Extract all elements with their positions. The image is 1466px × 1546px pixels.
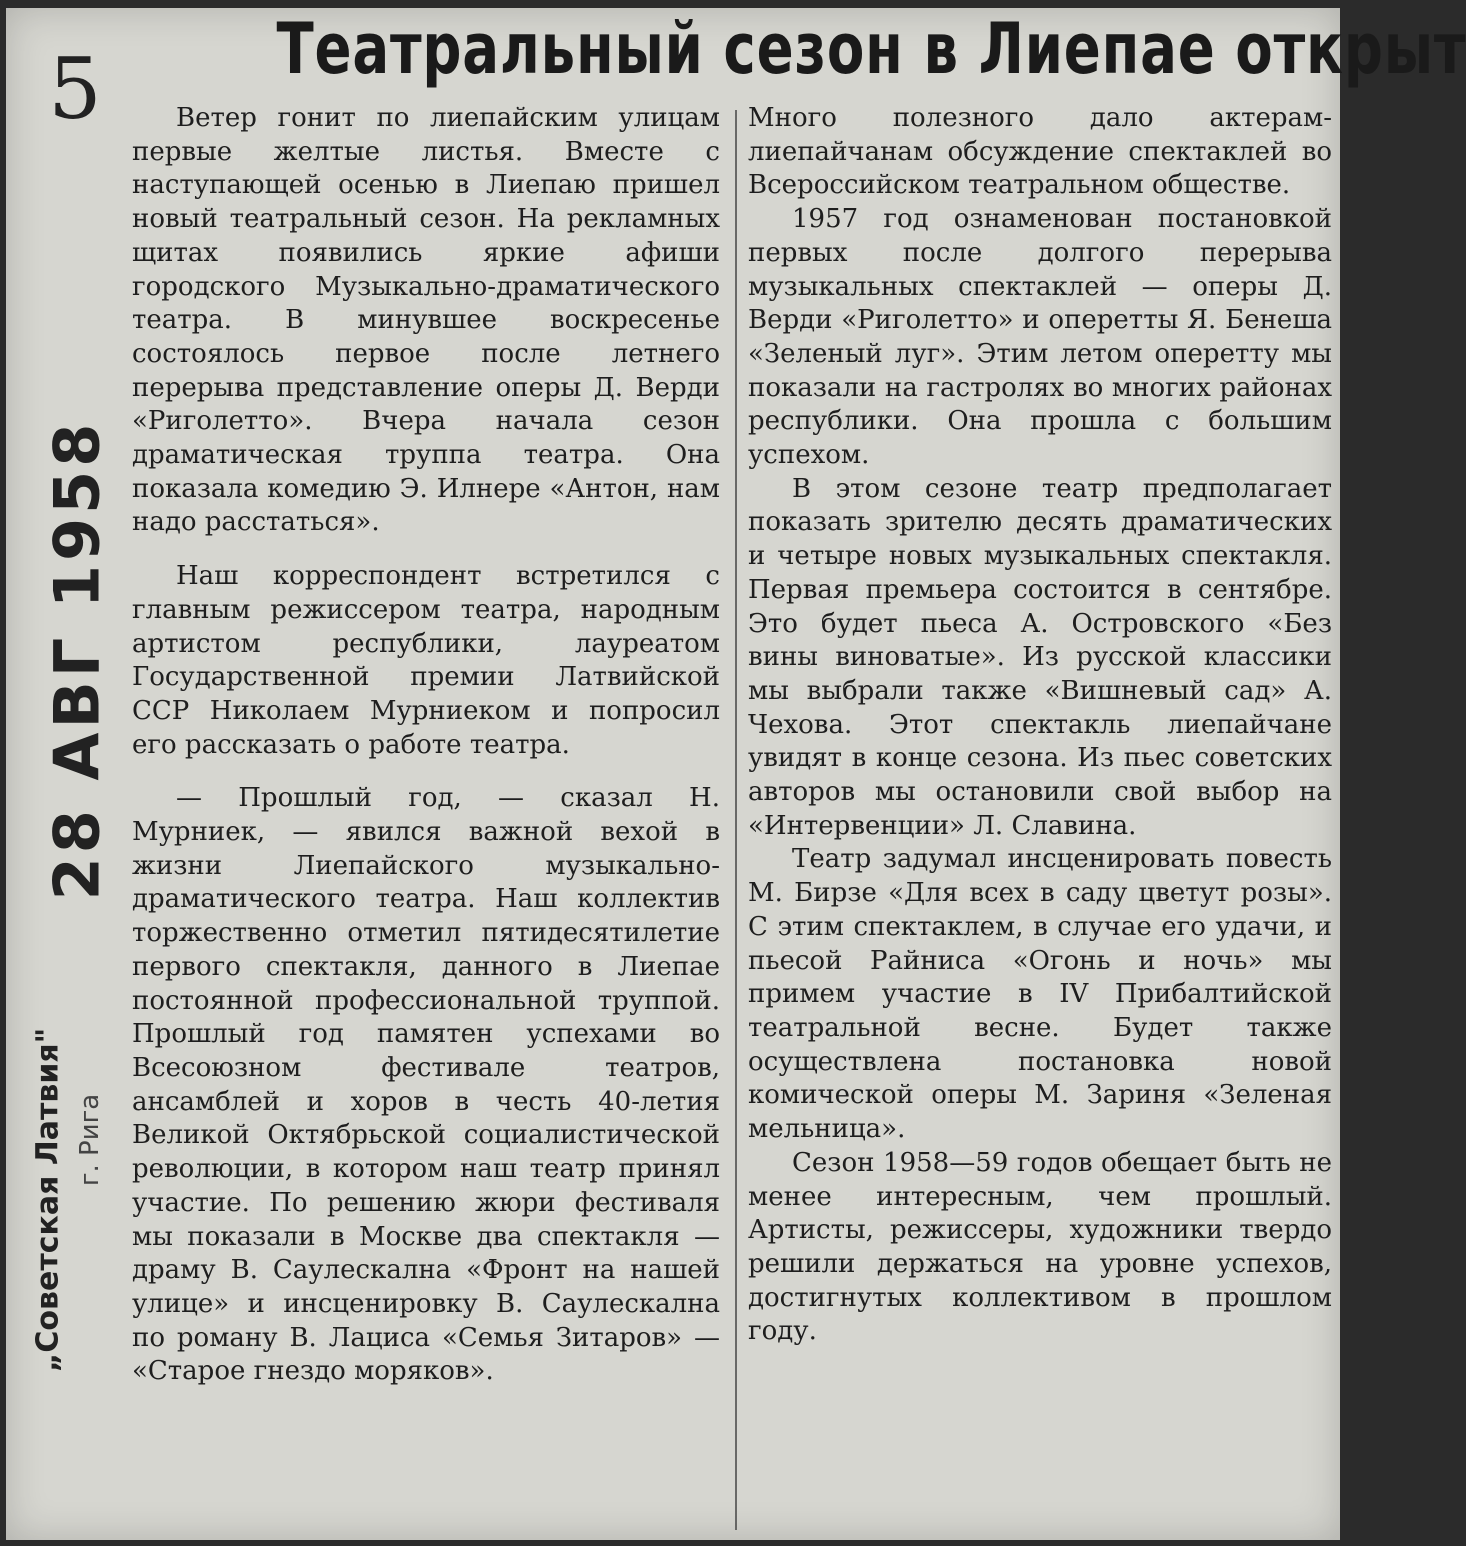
paragraph: — Прошлый год, — сказал Н. Мурниек, — явился важной вехой в жизни Лиепайского музыкально-драматического театра. Наш коллектив торжественно отметил пятидесятилетие первого спектакля, данного в Лиепае постоянной профессиональной труппой. Прошлый год памятен успехами во Всесоюзном фестивале театров, ансамблей и хоров в честь 40-летия Великой Октябрьской социалистической революции, в котором наш театр принял участие. По решению жюри фестиваля мы показали в Москве два спектакля — драму В. Саулескална «Фронт на нашей улице» и инсценировку В. Саулескална по роману В. Лациса «Семья Зитаров» — «Старое гнездо моряков». [132, 783, 720, 1387]
article-column-left [132, 102, 720, 1389]
paragraph: Много полезного дало актерам-лиепайчанам обсуждение спектаклей во Всероссийском театральном обществе. [748, 103, 1332, 201]
paragraph: 1957 год ознаменован постановкой первых после долгого перерыва музыкальных спектаклей — оперы Д. Верди «Риголетто» и оперетты Я. Бенеша «Зеленый луг». Этим летом оперетту мы показали на гастролях во многих районах республики. Она прошла с большим успехом. [748, 204, 1332, 471]
article-column-right [748, 102, 1332, 1349]
article-headline: Театральный сезон в Лиепае открыт [276, 8, 1466, 90]
paragraph: В этом сезоне театр предполагает показать зрителю десять драматических и четыре новых музыкальных спектакля. Первая премьера состоится в сентябре. Это будет пьеса А. Островского «Без вины виноватые». Из русской классики мы выбрали также «Вишневый сад» А. Чехова. Этот спектакль лиепайчане увидят в конце сезона. Из пьес советских авторов мы остановили свой выбор на «Интервенции» Л. Славина. [748, 473, 1332, 841]
city-stamp-text: г. Рига [75, 1093, 105, 1187]
paragraph: Театр задумал инсценировать повесть М. Бирзе «Для всех в саду цветут розы». С этим спектаклем, в случае его удачи, и пьесой Райниса «Огонь и ночь» мы примем участие в IV Прибалтийской театральной весне. Будет также осуществлена постановка новой комической оперы М. Зариня «Зеленая мельница». [748, 844, 1332, 1145]
date-stamp-text: 28 АВГ 1958 [40, 419, 114, 901]
column-divider [735, 110, 737, 1530]
handwritten-page-number: 5 [48, 40, 102, 138]
source-stamp-text: „Советская Латвия" [30, 1027, 66, 1373]
paragraph: Наш корреспондент встретился с главным режиссером театра, народным артистом республики, лауреатом Государственной премии Латвийской ССР Николаем Мурниеком и попросил его рассказать о работе театра. [132, 561, 720, 760]
paragraph: Сезон 1958—59 годов обещает быть не менее интересным, чем прошлый. Артисты, режиссеры, художники твердо решили держаться на уровне успехов, достигнутых коллективом в прошлом году. [748, 1147, 1332, 1347]
paragraph: Ветер гонит по лиепайским улицам первые желтые листья. Вместе с наступающей осенью в Лиепаю пришел новый театральный сезон. На рекламных щитах появились яркие афиши городского Музыкально-драматического театра. В минувшее воскресенье состоялось первое после летнего перерыва представление оперы Д. Верди «Риголетто». Вчера начала сезон драматическая труппа театра. Она показала комедию Э. Илнере «Антон, нам надо расстаться». [132, 103, 720, 538]
